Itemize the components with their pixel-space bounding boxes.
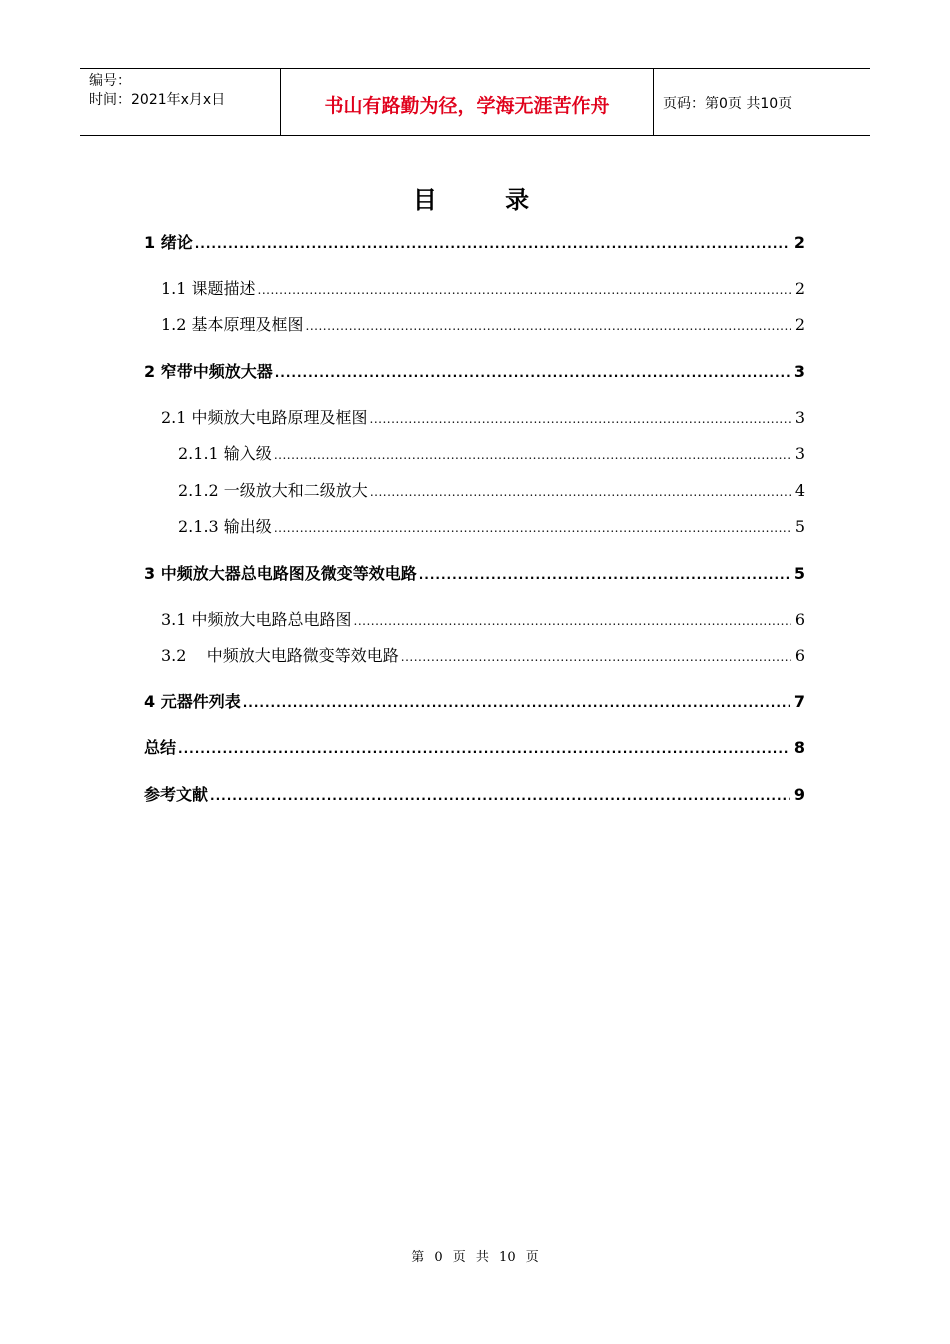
header-motto: 书山有路勤为径，学海无涯苦作舟 xyxy=(281,69,654,135)
toc-entry-page: 2 xyxy=(794,279,805,298)
toc-entry[interactable] xyxy=(144,782,805,805)
toc-leader-dots xyxy=(419,568,790,582)
document-time-label: 时间：2021年x月x日 xyxy=(89,92,226,108)
toc-leader-dots xyxy=(274,521,791,535)
toc-entry[interactable] xyxy=(144,561,805,584)
toc-entry[interactable] xyxy=(161,643,805,666)
toc-entry-page: 3 xyxy=(794,408,805,427)
toc-entry[interactable] xyxy=(161,405,805,428)
toc-entry-text: 2.1.3 输出级 xyxy=(178,517,272,536)
header-page-info: 页码：第0页 共10页 xyxy=(663,96,793,112)
toc-entry[interactable] xyxy=(161,276,805,299)
toc-entry[interactable] xyxy=(178,514,805,537)
toc-entry[interactable] xyxy=(178,478,805,501)
toc-entry-page: 5 xyxy=(793,564,805,583)
toc-entry-page: 9 xyxy=(793,785,805,804)
toc-entry-page: 4 xyxy=(794,481,805,500)
toc-entry-page: 3 xyxy=(794,444,805,463)
toc-title: 目 录 xyxy=(412,186,560,214)
toc-entry-page: 5 xyxy=(794,517,805,536)
toc-entry[interactable] xyxy=(144,689,805,712)
toc-entry-text: 2.1 中频放大电路原理及框图 xyxy=(161,408,368,427)
toc-entry-page: 2 xyxy=(793,233,805,252)
toc-entry-page: 2 xyxy=(794,315,805,334)
toc-leader-dots xyxy=(370,485,791,499)
toc-entry-text: 1 绪论 xyxy=(144,233,193,252)
toc-leader-dots xyxy=(354,614,791,628)
toc-entry[interactable] xyxy=(178,441,805,464)
toc-entry-page: 7 xyxy=(793,692,805,711)
toc-leader-dots xyxy=(275,366,790,380)
document-number-label: 编号： xyxy=(89,73,131,89)
toc-entry-page: 8 xyxy=(793,738,805,757)
toc-entry-text: 总结 xyxy=(144,738,177,757)
toc-entry-text: 4 元器件列表 xyxy=(144,692,241,711)
toc-entry[interactable] xyxy=(144,359,805,382)
toc-entry-text: 3 中频放大器总电路图及微变等效电路 xyxy=(144,564,417,583)
toc-entry[interactable] xyxy=(144,230,805,253)
toc-leader-dots xyxy=(243,696,790,710)
toc-entry-text: 2.1.2 一级放大和二级放大 xyxy=(178,481,368,500)
toc-leader-dots xyxy=(195,237,790,251)
toc-entry-text: 2.1.1 输入级 xyxy=(178,444,272,463)
toc-entry-text: 1.1 课题描述 xyxy=(161,279,256,298)
header-meta xyxy=(80,69,281,135)
toc-leader-dots xyxy=(258,283,791,297)
toc-leader-dots xyxy=(210,789,790,803)
toc-entry[interactable] xyxy=(161,312,805,335)
toc-leader-dots xyxy=(306,319,791,333)
toc-leader-dots xyxy=(178,742,790,756)
toc-leader-dots xyxy=(370,412,791,426)
toc-entry-text: 3.2 中频放大电路微变等效电路 xyxy=(161,646,399,665)
toc-entry-text: 3.1 中频放大电路总电路图 xyxy=(161,610,352,629)
toc-entry-page: 6 xyxy=(794,646,805,665)
toc-entry-page: 3 xyxy=(793,362,805,381)
toc-entry-text: 2 窄带中频放大器 xyxy=(144,362,273,381)
toc-entry-page: 6 xyxy=(794,610,805,629)
toc-entry[interactable] xyxy=(161,607,805,630)
toc-entry[interactable] xyxy=(144,735,805,758)
toc-leader-dots xyxy=(401,650,791,664)
page-header xyxy=(80,68,870,136)
toc-entry-text: 1.2 基本原理及框图 xyxy=(161,315,304,334)
page-footer: 第 0 页 共 10 页 xyxy=(411,1250,539,1265)
toc-leader-dots xyxy=(274,448,791,462)
toc-entry-text: 参考文献 xyxy=(144,785,209,804)
